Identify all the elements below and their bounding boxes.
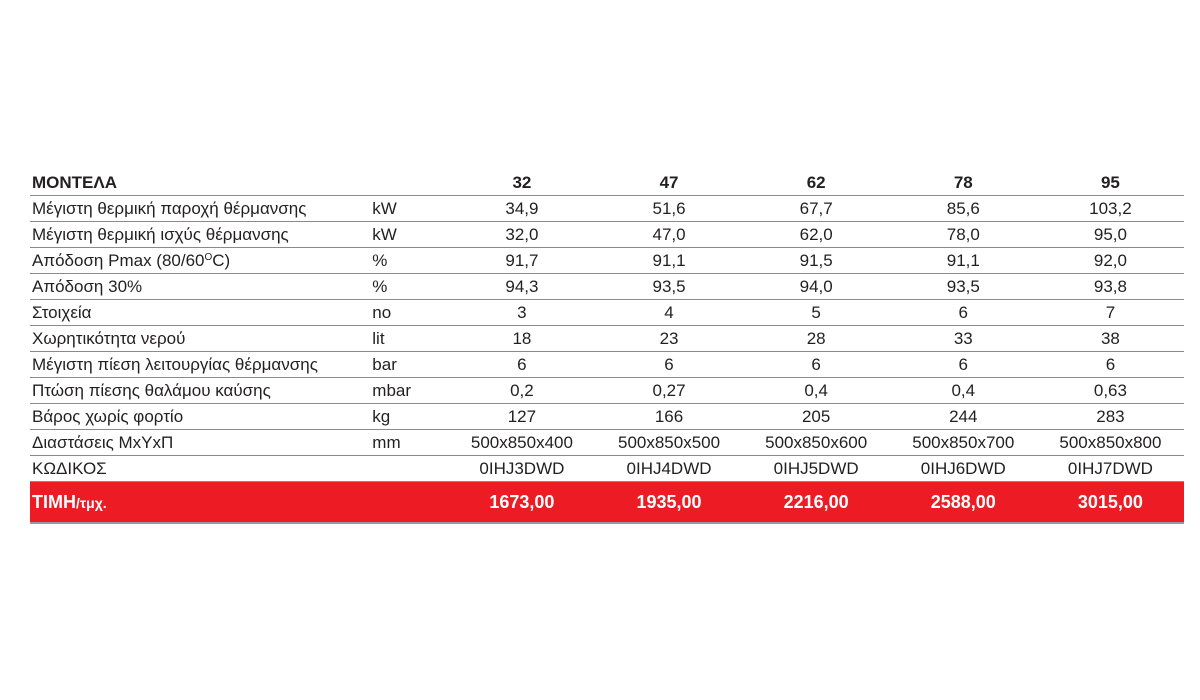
product-code: 0IHJ7DWD <box>1037 456 1184 482</box>
table-cell: 500x850x500 <box>595 430 742 456</box>
price-unit <box>368 482 448 524</box>
table-row <box>30 248 1184 274</box>
table-cell: 7 <box>1037 300 1184 326</box>
row-label: Στοιχεία <box>30 300 368 326</box>
table-cell: 6 <box>743 352 890 378</box>
table-cell: 95,0 <box>1037 222 1184 248</box>
table-cell: 94,0 <box>743 274 890 300</box>
row-unit: kW <box>368 222 448 248</box>
table-row <box>30 196 1184 222</box>
price-value: 3015,00 <box>1037 482 1184 524</box>
model-heading: 95 <box>1037 170 1184 196</box>
table-cell: 94,3 <box>448 274 595 300</box>
row-label: Μέγιστη πίεση λειτουργίας θέρμανσης <box>30 352 368 378</box>
table-cell: 500x850x400 <box>448 430 595 456</box>
product-code: 0IHJ6DWD <box>890 456 1037 482</box>
price-value: 1935,00 <box>595 482 742 524</box>
degree-mark: O <box>204 251 213 263</box>
code-label: ΚΩΔΙΚΟΣ <box>30 456 368 482</box>
table-cell: 4 <box>595 300 742 326</box>
row-unit: mm <box>368 430 448 456</box>
table-row <box>30 326 1184 352</box>
row-label-text-end: C) <box>212 250 231 270</box>
table-cell: 3 <box>448 300 595 326</box>
table-row <box>30 378 1184 404</box>
price-value: 1673,00 <box>448 482 595 524</box>
models-heading: ΜΟΝΤΕΛΑ <box>30 170 368 196</box>
table-cell: 0,2 <box>448 378 595 404</box>
product-code: 0IHJ4DWD <box>595 456 742 482</box>
product-code: 0IHJ3DWD <box>448 456 595 482</box>
code-unit <box>368 456 448 482</box>
table-cell: 0,63 <box>1037 378 1184 404</box>
specifications-table <box>30 170 1184 524</box>
row-unit: lit <box>368 326 448 352</box>
table-cell: 0,27 <box>595 378 742 404</box>
row-label: Μέγιστη θερμική ισχύς θέρμανσης <box>30 222 368 248</box>
table-cell: 244 <box>890 404 1037 430</box>
model-heading: 32 <box>448 170 595 196</box>
table-cell: 91,1 <box>595 248 742 274</box>
table-row <box>30 430 1184 456</box>
row-label <box>30 248 368 274</box>
price-row <box>30 482 1184 524</box>
table-cell: 33 <box>890 326 1037 352</box>
unit-heading <box>368 170 448 196</box>
table-cell: 85,6 <box>890 196 1037 222</box>
table-cell: 91,1 <box>890 248 1037 274</box>
table-cell: 205 <box>743 404 890 430</box>
table-cell: 28 <box>743 326 890 352</box>
row-unit: % <box>368 274 448 300</box>
table-cell: 62,0 <box>743 222 890 248</box>
table-cell: 6 <box>595 352 742 378</box>
table-cell: 6 <box>1037 352 1184 378</box>
price-label <box>30 482 368 524</box>
table-row <box>30 300 1184 326</box>
table-cell: 500x850x600 <box>743 430 890 456</box>
price-value: 2216,00 <box>743 482 890 524</box>
table-row <box>30 222 1184 248</box>
table-cell: 92,0 <box>1037 248 1184 274</box>
table-cell: 38 <box>1037 326 1184 352</box>
table-cell: 93,5 <box>595 274 742 300</box>
row-label: Πτώση πίεσης θαλάμου καύσης <box>30 378 368 404</box>
price-label-suffix: /τμχ. <box>76 494 107 511</box>
table-cell: 283 <box>1037 404 1184 430</box>
table-cell: 166 <box>595 404 742 430</box>
row-label: Βάρος χωρίς φορτίο <box>30 404 368 430</box>
table-cell: 6 <box>448 352 595 378</box>
table-row <box>30 352 1184 378</box>
table-row <box>30 274 1184 300</box>
table-cell: 103,2 <box>1037 196 1184 222</box>
code-row <box>30 456 1184 482</box>
table-cell: 93,5 <box>890 274 1037 300</box>
row-label: Διαστάσεις ΜxΥxΠ <box>30 430 368 456</box>
model-heading: 62 <box>743 170 890 196</box>
table-cell: 0,4 <box>890 378 1037 404</box>
row-unit: no <box>368 300 448 326</box>
table-cell: 32,0 <box>448 222 595 248</box>
row-label-text: Απόδοση Pmax (80/60 <box>32 250 205 270</box>
product-code: 0IHJ5DWD <box>743 456 890 482</box>
table-cell: 93,8 <box>1037 274 1184 300</box>
row-unit: kW <box>368 196 448 222</box>
table-cell: 34,9 <box>448 196 595 222</box>
table-header-row <box>30 170 1184 196</box>
table-cell: 91,5 <box>743 248 890 274</box>
table-cell: 18 <box>448 326 595 352</box>
table-cell: 91,7 <box>448 248 595 274</box>
table-cell: 0,4 <box>743 378 890 404</box>
row-unit: mbar <box>368 378 448 404</box>
table-cell: 500x850x800 <box>1037 430 1184 456</box>
row-unit: kg <box>368 404 448 430</box>
price-label-text: ΤΙΜΗ <box>32 491 76 512</box>
row-label: Απόδοση 30% <box>30 274 368 300</box>
price-value: 2588,00 <box>890 482 1037 524</box>
row-unit: bar <box>368 352 448 378</box>
table-cell: 23 <box>595 326 742 352</box>
table-cell: 5 <box>743 300 890 326</box>
table-row <box>30 404 1184 430</box>
row-label: Μέγιστη θερμική παροχή θέρμανσης <box>30 196 368 222</box>
row-unit: % <box>368 248 448 274</box>
table-cell: 500x850x700 <box>890 430 1037 456</box>
table-cell: 67,7 <box>743 196 890 222</box>
table-cell: 47,0 <box>595 222 742 248</box>
table-cell: 6 <box>890 300 1037 326</box>
table-cell: 78,0 <box>890 222 1037 248</box>
table-cell: 127 <box>448 404 595 430</box>
table-cell: 51,6 <box>595 196 742 222</box>
model-heading: 78 <box>890 170 1037 196</box>
row-label: Χωρητικότητα νερού <box>30 326 368 352</box>
table-cell: 6 <box>890 352 1037 378</box>
model-heading: 47 <box>595 170 742 196</box>
